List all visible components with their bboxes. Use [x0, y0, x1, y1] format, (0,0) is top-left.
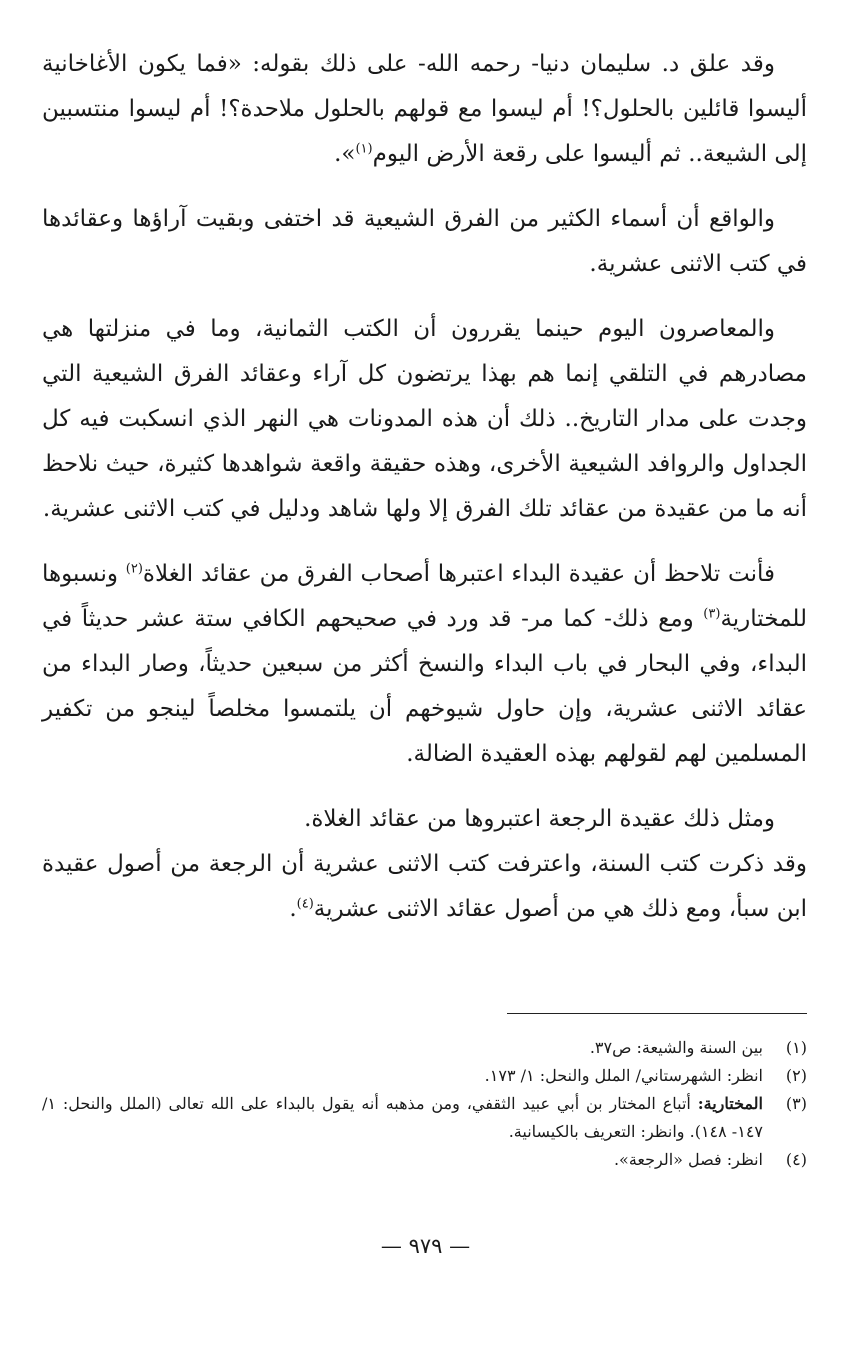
paragraph-text: ». [334, 141, 356, 167]
footnote-number: (١) [785, 1038, 807, 1057]
footnote-text: أتباع المختار بن أبي عبيد الثقفي، ومن مذهبه أنه يقول بالبداء على الله تعالى (الملل والنحل: ١/ ١٤٧- ١٤٨). وانظر: التعريف بالكيسانية. [42, 1094, 763, 1141]
paragraph-6 [42, 842, 807, 932]
paragraph-text: . [289, 896, 297, 922]
paragraph-text: فأنت تلاحظ أن عقيدة البداء اعتبرها أصحاب الفرق من عقائد الغلاة [142, 561, 775, 587]
page-number: — ٩٧٩ — [380, 1234, 471, 1258]
footnote-2 [42, 1062, 807, 1090]
footnote-divider [507, 1013, 807, 1014]
paragraph-3: والمعاصرون اليوم حينما يقررون أن الكتب الثمانية، وما في منزلتها هي مصادرهم في التلقي إنما هم بهذا يرتضون كل آراء وعقائد الفرق الشيعية التي وجدت على مدار التاريخ.. ذلك أن هذه المدونات هي النهر الذي انسكبت فيه كل الجداول والروافد الشيعية الأخرى، وهذه حقيقة واقعة شواهدها كثيرة، حيث نلاحظ أنه ما من عقيدة من عقائد تلك الفرق إلا ولها شاهد ودليل في كتب الاثنى عشرية. [42, 316, 807, 522]
paragraph-text: وقد ذكرت كتب السنة، واعترفت كتب الاثنى عشرية أن الرجعة من أصول عقيدة ابن سبأ، ومع ذلك هي من أصول عقائد الاثنى عشرية [42, 851, 807, 922]
footnote-ref-2[interactable]: (٢) [125, 561, 143, 577]
main-text [42, 42, 807, 952]
footnote-ref-4[interactable]: (٤) [296, 896, 314, 912]
footnote-4 [42, 1146, 807, 1174]
footnote-number: (٣) [785, 1094, 807, 1113]
footnote-number: (٤) [785, 1150, 807, 1169]
footnote-1 [42, 1034, 807, 1062]
paragraph-text: ومع ذلك- كما مر- قد ورد في صحيحهم الكافي ستة عشر حديثاً في البداء، وفي البحار في باب البداء والنسخ أكثر من سبعين حديثاً، وصار البداء من عقائد الاثنى عشرية، وإن حاول شيوخهم أن يلتمسوا مخلصاً لينجو من تكفير المسلمين لهم لقولهم بهذه العقيدة الضالة. [42, 606, 807, 767]
footnote-text: انظر: فصل «الرجعة». [613, 1150, 763, 1169]
footnote-term: المختارية: [697, 1094, 763, 1113]
footnote-text: انظر: الشهرستاني/ الملل والنحل: ١/ ١٧٣. [484, 1066, 763, 1085]
footnote-text: بين السنة والشيعة: ص٣٧. [589, 1038, 763, 1057]
footnote-ref-1[interactable]: (١) [355, 141, 373, 157]
paragraph-text: ونسبوها للمختارية [42, 561, 807, 632]
footnote-ref-3[interactable]: (٣) [703, 606, 721, 622]
paragraph-4 [42, 552, 807, 777]
footnote-text-wrapper [42, 1090, 763, 1146]
footnote-number: (٢) [785, 1066, 807, 1085]
footnote-3 [42, 1090, 807, 1146]
paragraph-2: والواقع أن أسماء الكثير من الفرق الشيعية قد اختفى وبقيت آراؤها وعقائدها في كتب الاثنى عشرية. [42, 206, 807, 277]
paragraph-text: وقد علق د. سليمان دنيا- رحمه الله- على ذلك بقوله: «فما يكون الأغاخانية أليسوا قائلين بالحلول؟! أم ليسوا مع قولهم بالحلول ملاحدة؟! أم ليسوا منتسبين إلى الشيعة.. ثم أليسوا على رقعة الأرض اليوم [42, 51, 807, 167]
paragraph-5: ومثل ذلك عقيدة الرجعة اعتبروها من عقائد الغلاة. [304, 806, 775, 832]
paragraph-1 [42, 42, 807, 177]
footnotes [42, 1034, 807, 1174]
